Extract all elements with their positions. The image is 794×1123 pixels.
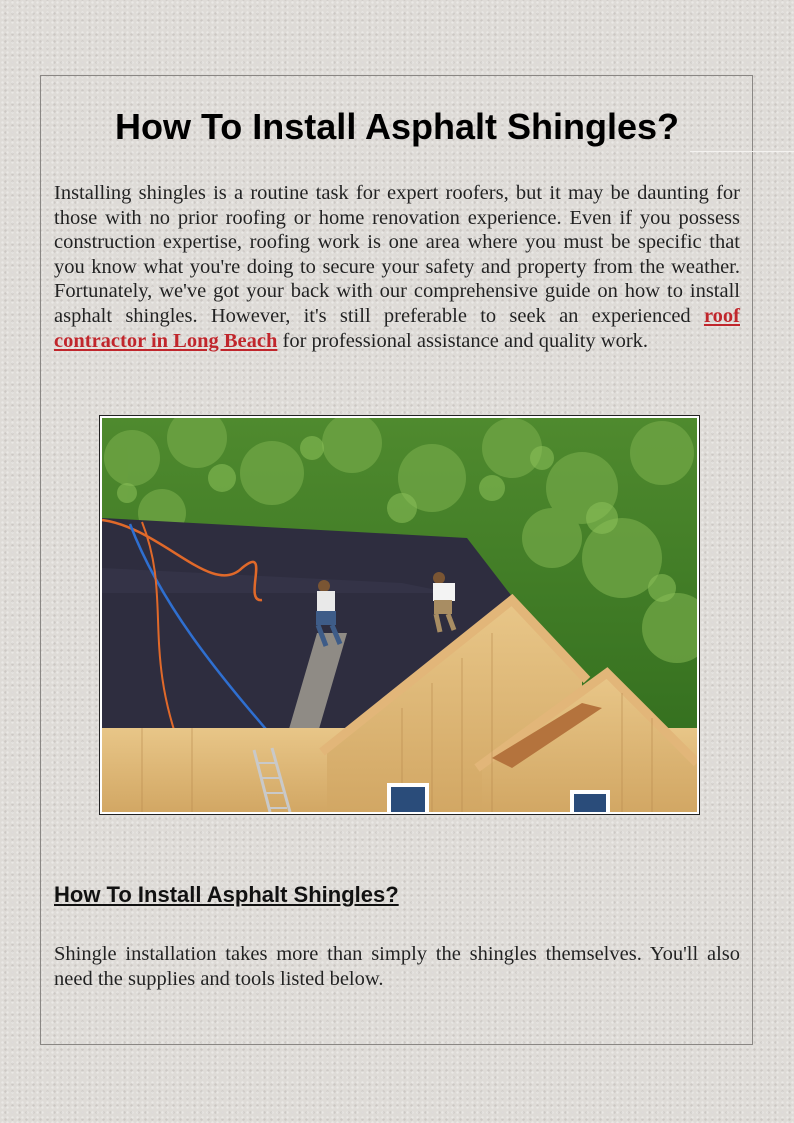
roofers-photo (99, 415, 700, 815)
section-paragraph: Shingle installation takes more than simply the shingles themselves. You'll also need the supplies and tools listed below. (54, 943, 740, 990)
intro-paragraph (54, 181, 740, 353)
page-title: How To Install Asphalt Shingles? (114, 106, 680, 147)
title-divider (690, 151, 794, 152)
intro-text-before-link: Installing shingles is a routine task for expert roofers, but it may be daunting for those with no prior roofing or home renovation experience. Even if you possess construction expertise, roofing work is one area where you must be specific that you know what you're doing to secure your safety and property from the weather. Fortunately, we've got your back with our comprehensive guide on how to install asphalt shingles. However, it's still preferable to seek an experienced (54, 182, 740, 327)
roofers-on-roof-image (102, 418, 697, 812)
roof-contractor-link[interactable]: roof contractor in Long Beach (54, 304, 740, 352)
intro-text-after-link: for professional assistance and quality work. (277, 329, 649, 352)
section-heading: How To Install Asphalt Shingles? (54, 882, 399, 907)
